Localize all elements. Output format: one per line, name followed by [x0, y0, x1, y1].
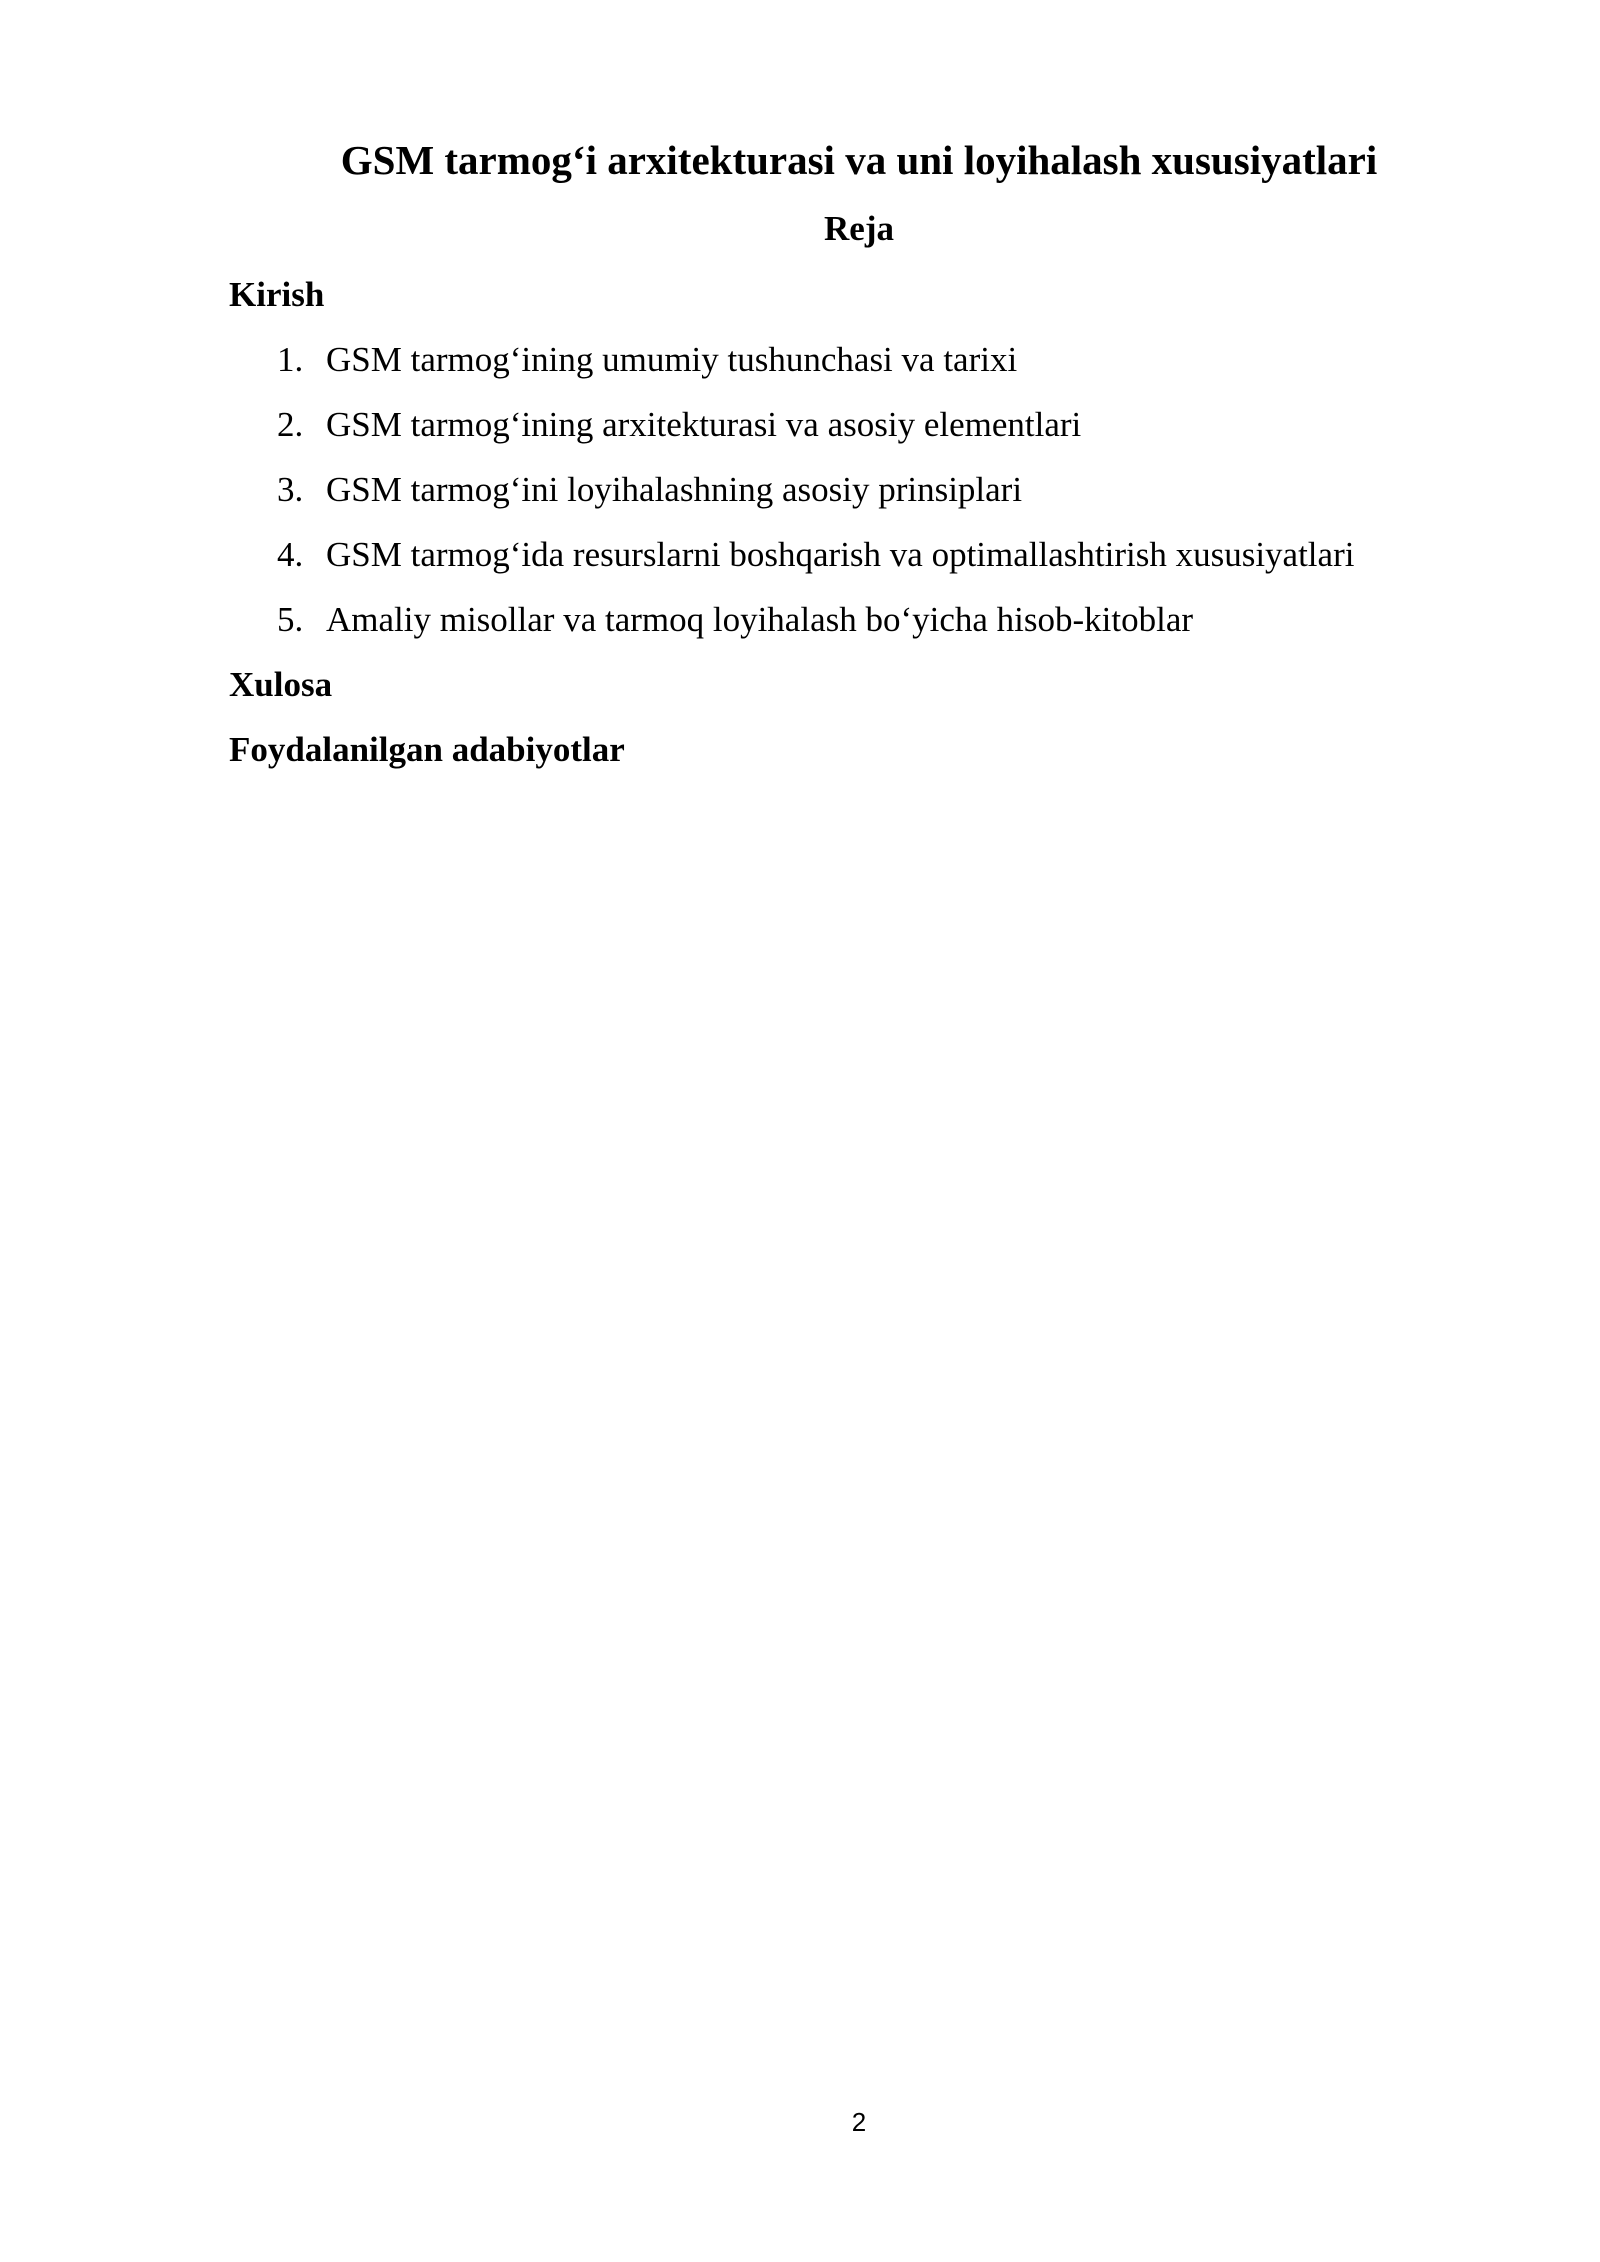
intro-heading: Kirish: [229, 275, 325, 314]
plan-item-text: GSM tarmog‘ining arxitekturasi va asosiy elementlari: [326, 405, 1082, 444]
plan-item-number: 1.: [277, 340, 304, 379]
plan-item-number: 4.: [277, 535, 304, 574]
plan-item-text: GSM tarmog‘ida resurslarni boshqarish va optimallashtirish xususiyatlari: [326, 535, 1355, 574]
plan-heading: Reja: [824, 209, 894, 248]
document-title: GSM tarmog‘i arxitekturasi va uni loyihalash xususiyatlari: [340, 137, 1378, 183]
plan-item-text: GSM tarmog‘ining umumiy tushunchasi va tarixi: [326, 340, 1018, 379]
references-heading: Foydalanilgan adabiyotlar: [229, 730, 625, 769]
plan-item-text: Amaliy misollar va tarmoq loyihalash bo‘yicha hisob-kitoblar: [326, 600, 1194, 639]
plan-item-number: 5.: [277, 600, 304, 639]
page-number: 2: [851, 2107, 867, 2137]
conclusion-heading: Xulosa: [229, 665, 333, 704]
plan-item-number: 2.: [277, 405, 304, 444]
plan-item-text: GSM tarmog‘ini loyihalashning asosiy prinsiplari: [326, 470, 1023, 509]
plan-item-number: 3.: [277, 470, 304, 509]
